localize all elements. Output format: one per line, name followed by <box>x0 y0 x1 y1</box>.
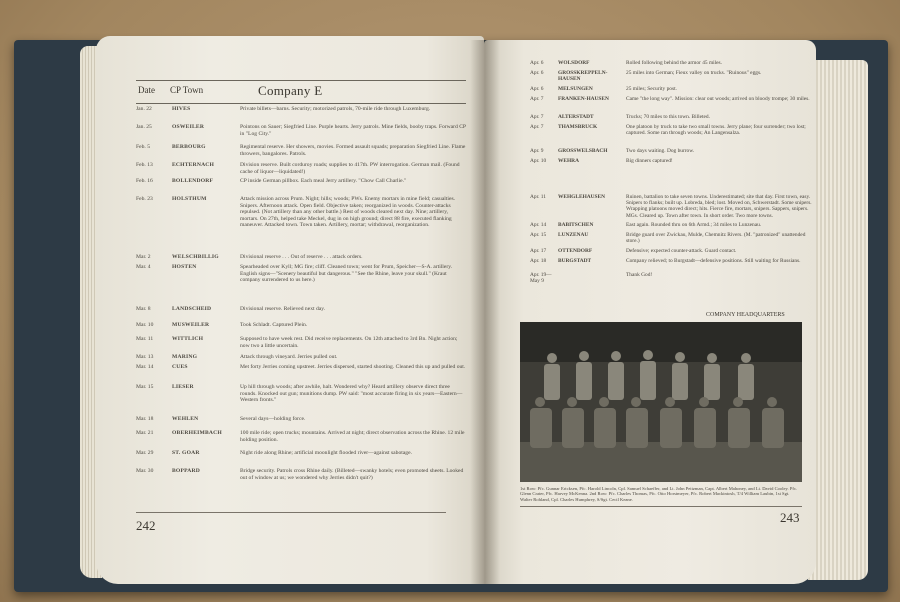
entry-date: Mar. 13 <box>136 354 154 360</box>
entry-town: THAMSBRUCK <box>558 124 598 130</box>
entry-town: WITTLICH <box>172 336 204 342</box>
entry-text: Regimental reserve. Her showers, movies. Formed assault squads; preparation Siegfried Line. Flame throwers, bangalores. Patrols. <box>240 144 466 157</box>
entry-date: Apr. 10 <box>530 158 547 164</box>
page-stack-right <box>808 60 868 580</box>
entry-date: Apr. 7 <box>530 124 544 130</box>
entry-date: Apr. 14 <box>530 222 547 228</box>
entry-date: Jan. 22 <box>136 106 152 112</box>
right-page <box>484 40 816 584</box>
entry-town: MARING <box>172 354 198 360</box>
entry-text: Spearheaded over Kyll; MG fire; cliff. Cleaned town; went for Prum, Speicher—S-A. artillery. English signs—"Scenery beautiful but dangerous." "See the Rhine, leave your skull." (Kraut company surrendered to us here.) <box>240 264 453 284</box>
entry-date: Mar. 21 <box>136 430 154 436</box>
entry-text: Private billets—barns. Security; motorized patrols, 70-mile ride through Luxemburg. <box>240 106 431 112</box>
entry-town: MUSWEILER <box>172 322 210 328</box>
header-company: Company E <box>258 83 323 98</box>
photo-title: COMPANY HEADQUARTERS <box>706 312 785 318</box>
entry-text: Two days waiting. Dog burrow. <box>626 148 695 154</box>
footer-rule <box>136 512 446 513</box>
entry-text: 25 miles; Security post. <box>626 86 677 92</box>
entry-town: CUES <box>172 364 188 370</box>
header-date: Date <box>138 85 155 95</box>
entry-date: Apr. 7 <box>530 114 544 120</box>
entry-date: Apr. 6 <box>530 86 544 92</box>
entry-town: BABITSCHEN <box>558 222 594 228</box>
entry-town: MELSUNGEN <box>558 86 593 92</box>
entry-text: Pointons on Sauer; Siegfried Line. Purple hearts. Jerry patrols. Mine fields, booby traps. Forward CP in "Log City." <box>240 124 466 137</box>
entry-text: Supposed to have week rest. Did receive replacements. On 12th attached to 3rd Bn. Night action; now two a little uncertain. <box>240 336 458 349</box>
entry-town: LIESER <box>172 384 194 390</box>
group-photo <box>520 322 802 482</box>
entry-town: BOPPARD <box>172 468 201 474</box>
entry-date: Apr. 17 <box>530 248 547 254</box>
entry-text: Up hill through woods; after awhile, halt. Wondered why? Heard artillery observe direct three rounds. Knocked out gun; munitions dump. PW said: "most accurate firing in six years—Eastern—Western fronts." <box>240 384 463 404</box>
entry-date: Mar. 18 <box>136 416 154 422</box>
entry-date: Mar. 10 <box>136 322 154 328</box>
entry-town: ALTERSTADT <box>558 114 594 120</box>
page-number-right: 243 <box>780 510 800 525</box>
entry-text: Divisional reserve . . . Out of reserve . . . attack orders. <box>240 254 363 260</box>
entry-text: Came "the long way". Mission: clear out woods; arrived on bloody trompe; 30 miles. <box>626 96 810 102</box>
entry-date: Mar. 4 <box>136 264 151 270</box>
left-page <box>96 36 484 584</box>
entry-text: Several days—holding force. <box>240 416 306 422</box>
entry-date: Feb. 23 <box>136 196 153 202</box>
footer-rule-right <box>520 506 802 507</box>
entry-town: HOLSTHUM <box>172 196 207 202</box>
header-cp-town: CP Town <box>170 85 204 95</box>
entry-text: Divisional reserve. Relieved next day. <box>240 306 326 312</box>
entry-text: Bridge security. Patrols cross Rhine daily. (Billeted—swanky hotels; even promoted sheets. Looked out of window at us; we wondered why Jerries didn't quit?) <box>240 468 464 481</box>
book-gutter <box>470 40 500 584</box>
photo-caption: 1st Row: Pfc. Gunnar Ericksen, Pfc. Harold Lincoln, Cpl. Samuel Schaeffer, and Lt. John Peitzman, Capt. Albert Mahoney, and Lt. David Cooley. Pfc. Glenn Crater, Pfc. Harvey McKenna. 2nd Row: Pfc. Charles Thomas, Pfc. Otto Horstmeyer, Pfc. Robert Mackintosh, T/4 William Laubin, 1st Sgt. Walter Rohland, Cpl. Charles Humphrey, S/Sgt. Cecil Keane. <box>520 486 798 502</box>
entry-town: BERBOURG <box>172 144 206 150</box>
entry-text: Took Schladt. Captured Plein. <box>240 322 308 328</box>
entry-text: Attack mission across Prum. Night; hills; woods; PWs. Enemy mortars in mine field; casualties. Snipers. Afternoon attack. Open field. Objective taken; reorganized in woods. Counter-attacks repulsed. (Not artillery than any other battle.) Rest of woods cleared next day. Nine; artillery, mortars. On 27th, helped take Meckel, dug in on high ground; direct 88 fire, executed flanking maneuver. Attacked town. Town taken. Artillery, mortar; withdrawal, reorganization. <box>240 196 456 229</box>
entry-date: Feb. 13 <box>136 162 153 168</box>
entry-date: Apr. 9 <box>530 148 544 154</box>
entry-text: Thank God! <box>626 272 653 278</box>
entry-date: Mar. 11 <box>136 336 154 342</box>
entry-text: Big dinners captured! <box>626 158 673 164</box>
entry-town: GROSSKREPPELN-HAUSEN <box>558 70 608 83</box>
entry-town: WEHGLEHAUSEN <box>558 194 606 200</box>
entry-text: East again. Rounded thru on 6th Armd.; 34 miles to Lunzenau. <box>626 222 762 228</box>
entry-town: ECHTERNACH <box>172 162 215 168</box>
entry-text: 100 mile ride; open trucks; mountains. Arrived at night; direct observation across the Rhine. 12 mile holding position. <box>240 430 465 443</box>
entry-date: Mar. 2 <box>136 254 151 260</box>
entry-date: Feb. 5 <box>136 144 150 150</box>
entry-text: Division reserve. Built corduroy roads; supplies to 417th. PW interrogation. German mail. (Found cache of liquor—liquidated!) <box>240 162 460 175</box>
entry-date: Mar. 15 <box>136 384 154 390</box>
entry-town: HIVES <box>172 106 191 112</box>
entry-text: Attack through vineyard. Jerries pulled out. <box>240 354 338 360</box>
entry-town: OBERHEIMBACH <box>172 430 222 436</box>
entry-date: Mar. 8 <box>136 306 151 312</box>
entry-text: One platoon by truck to take two small towns. Jerry plane; four surrender; two lost; captured. Some ran through woods; An Langensalza. <box>626 124 806 137</box>
entry-date: Mar. 29 <box>136 450 154 456</box>
entry-text: Met forty Jerries coming upstreet. Jerries dispersed, started shooting. Cleaned this up and pulled out. <box>240 364 466 370</box>
entry-text: Defensive; expected counter-attack. Guard contact. <box>626 248 737 254</box>
entry-date: Apr. 18 <box>530 258 547 264</box>
entry-town: WELSCHBILLIG <box>172 254 219 260</box>
entry-text: Company relieved; to Burgstadt—defensive positions. Still waiting for Russians. <box>626 258 801 264</box>
entry-date: Apr. 6 <box>530 70 544 76</box>
entry-date: Jan. 25 <box>136 124 152 130</box>
entry-date: Feb. 16 <box>136 178 153 184</box>
entry-date: Apr. 7 <box>530 96 544 102</box>
entry-text: Ruinen, battalion to take seven towns. Underestimated; site that day. First town, easy. Snipers to flanks; built up. Lobreda, bled; lost. Moved on, Schwerstadt. Some snipers. Wrapping platoons moved direct; hits. Fierce fire, mortars, snipers. Sappers, snipers. MGs. Cleared up. Town after town. In short order. Two more towns. <box>626 194 812 219</box>
entry-town: GROSSWELSBACH <box>558 148 608 154</box>
entry-town: BOLLENDORF <box>172 178 214 184</box>
entry-date: Apr. 11 <box>530 194 546 200</box>
entry-text: CP inside German pillbox. Each meal Jerry artillery. "Chow Call Charlie." <box>240 178 407 184</box>
entry-text: Night ride along Rhine; artificial moonlight flooded river—against sabotage. <box>240 450 412 456</box>
entry-town: WEHLEN <box>172 416 199 422</box>
group-photo-image <box>520 322 802 482</box>
entry-date: Apr. 6 <box>530 60 544 66</box>
entry-town: ST. GOAR <box>172 450 200 456</box>
entry-town: OSWEILER <box>172 124 205 130</box>
entry-date: Apr. 15 <box>530 232 547 238</box>
entry-town: WOLSDORF <box>558 60 590 66</box>
entry-town: HOSTEN <box>172 264 197 270</box>
page-number-left: 242 <box>136 518 156 533</box>
entry-text: Trucks; 70 miles to this town. Billeted. <box>626 114 710 120</box>
page-header <box>136 80 466 104</box>
entry-date: Mar. 30 <box>136 468 154 474</box>
entry-town: FRANKEN-HAUSEN <box>558 96 609 102</box>
entry-town: OTTENDORF <box>558 248 593 254</box>
entry-town: LUNZENAU <box>558 232 589 238</box>
entry-town: LANDSCHEID <box>172 306 212 312</box>
entry-text: Rolled following behind the armor 45 miles. <box>626 60 722 66</box>
entry-text: 25 miles into German; Fieux valley on trucks. "Ruinous" eggs. <box>626 70 762 76</box>
entry-town: BURGSTADT <box>558 258 592 264</box>
entry-date: Apr. 19—May 9 <box>530 272 552 285</box>
entry-text: Bridge guard over Zwickau, Mulde, Chemnitz Rivers. (M. "patronized" unattended store.) <box>626 232 806 245</box>
entry-town: WEHRA <box>558 158 579 164</box>
entry-date: Mar. 14 <box>136 364 154 370</box>
